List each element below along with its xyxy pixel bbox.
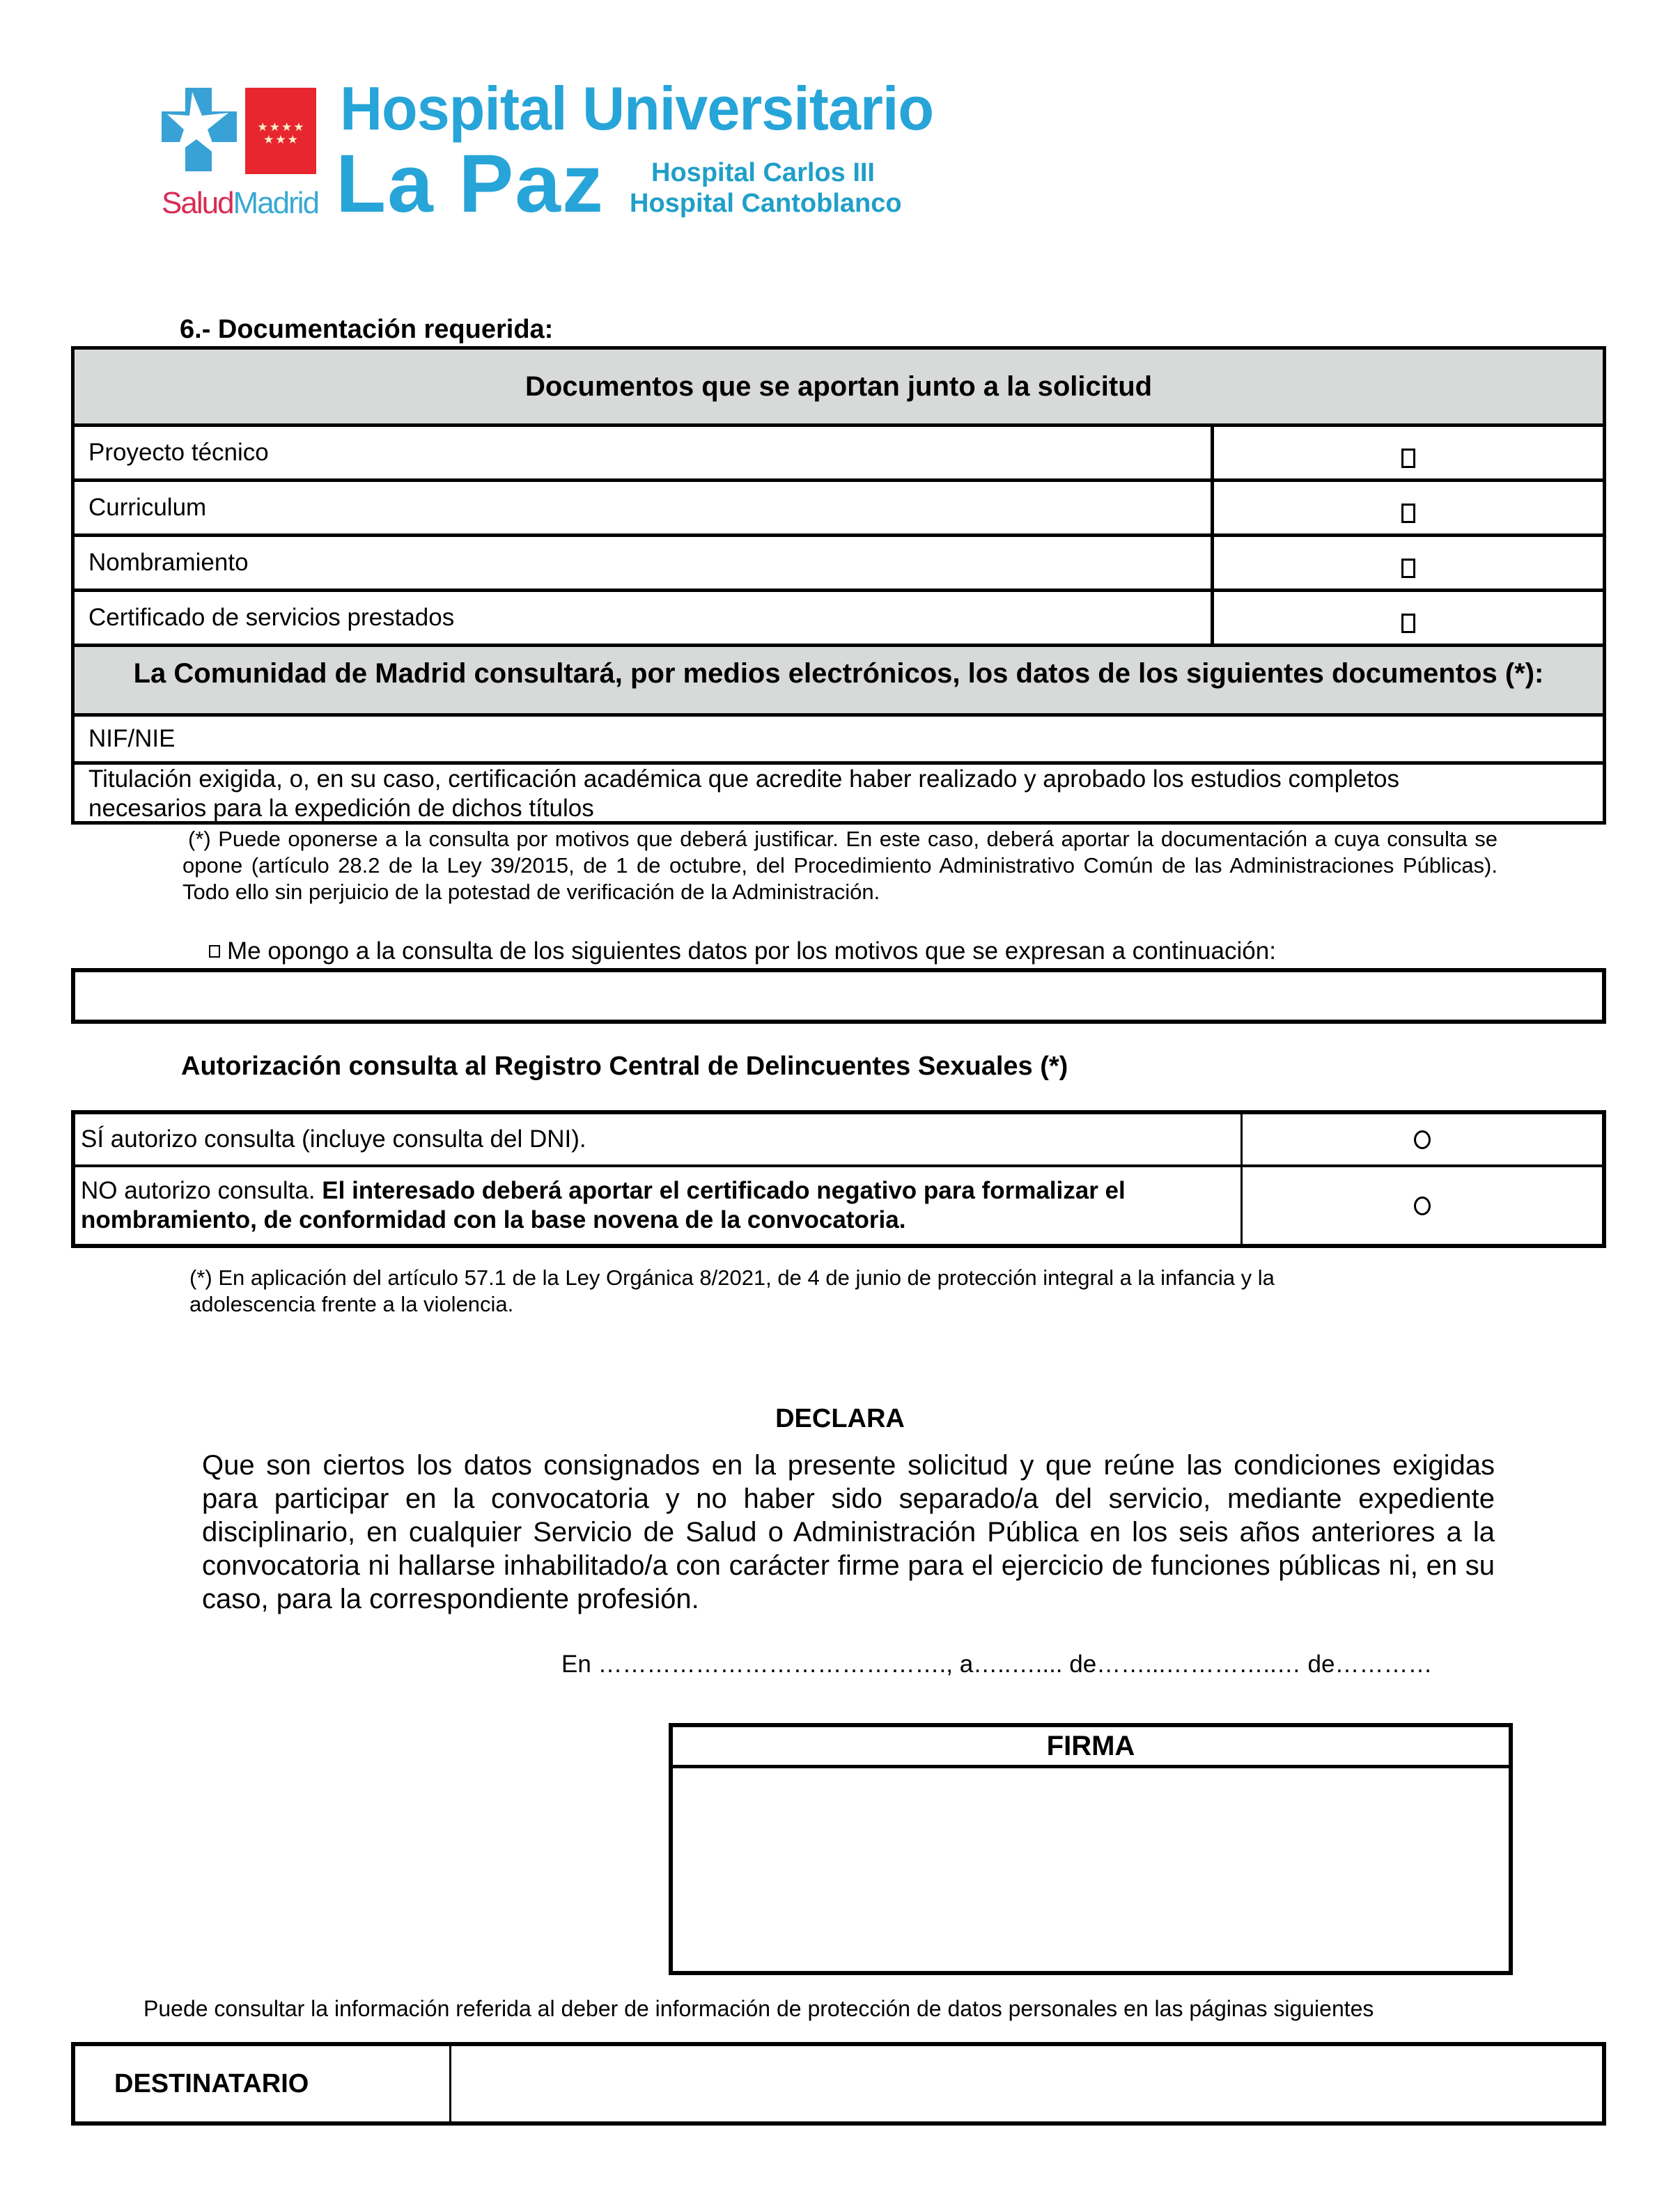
- oppose-option: [209, 937, 1276, 965]
- oppose-checkbox[interactable]: [209, 945, 220, 958]
- recipient-label: DESTINATARIO: [75, 2046, 451, 2121]
- declaration-body: Que son ciertos los datos consignados en la presente solicitud y que reúne las condiciones exigidas para participar en la convocatoria y no haber sido separado/a del servicio, mediante expediente disciplinario, en cualquier Servicio de Salud o Administración Pública en los seis años anteriores a la convocatoria ni hallarse inhabilitado/a con carácter firme para el ejercicio de funciones públicas ni, en su caso, para la correspondiente profesión.: [202, 1450, 1495, 1614]
- saludmadrid-wordmark: SaludMadrid: [162, 186, 319, 220]
- consult-row: Titulación exigida, o, en su caso, certificación académica que acredite haber realizado y aprobado los estudios completos necesarios para la expedición de dichos títulos: [75, 761, 1603, 821]
- checkbox-certificado-servicios[interactable]: [1401, 614, 1415, 633]
- consult-table-header: La Comunidad de Madrid consultará, por medios electrónicos, los datos de los siguientes documentos (*):: [75, 644, 1603, 713]
- signature-box: [669, 1723, 1513, 1975]
- comunidad-madrid-flag: [245, 88, 316, 174]
- affiliate-carlos-iii: Hospital Carlos III: [651, 158, 875, 187]
- radio-authorize-yes[interactable]: [1414, 1130, 1431, 1149]
- place-date-line[interactable]: En ……………………………………., a…..….... de……...…………..… de…………: [561, 1651, 1433, 1678]
- hospital-title: Hospital Universitario: [340, 74, 934, 143]
- authorization-footnote: (*) En aplicación del artículo 57.1 de la Ley Orgánica 8/2021, de 4 de junio de protección integral a la infancia y la adolescencia frente a la violencia.: [189, 1265, 1275, 1316]
- signature-title: FIRMA: [673, 1727, 1509, 1768]
- affiliate-cantoblanco: Hospital Cantoblanco: [630, 189, 902, 218]
- oppose-label: Me opongo a la consulta de los siguientes datos por los motivos que se expresan a continuación:: [227, 937, 1276, 965]
- oppose-reasons-field[interactable]: [71, 968, 1606, 1024]
- documents-table: [71, 346, 1606, 825]
- checkbox-proyecto-tecnico[interactable]: [1401, 449, 1415, 468]
- health-cross-star-icon: [162, 88, 237, 171]
- affiliated-hospitals: [630, 157, 902, 219]
- authorization-option-yes: SÍ autorizo consulta (incluye consulta del DNI).: [75, 1114, 1602, 1164]
- documents-table-header: Documentos que se aportan junto a la solicitud: [75, 350, 1603, 423]
- flag-stars-icon: ★★★★ ★★★: [257, 120, 306, 146]
- document-row: Proyecto técnico: [75, 423, 1603, 478]
- document-row: Curriculum: [75, 478, 1603, 533]
- authorization-option-no: NO autorizo consulta. El interesado deberá aportar el certificado negativo para formalizar el nombramiento, de conformidad con la base novena de la convocatoria.: [75, 1164, 1602, 1244]
- consult-row: NIF/NIE: [75, 713, 1603, 761]
- checkbox-curriculum[interactable]: [1401, 504, 1415, 523]
- signature-field[interactable]: [673, 1768, 1509, 1970]
- recipient-box: [71, 2042, 1606, 2126]
- saludmadrid-logo: [162, 84, 319, 223]
- consult-footnote: (*) Puede oponerse a la consulta por motivos que deberá justificar. En este caso, deberá aportar la documentación a cuya consulta se opone (artículo 28.2 de la Ley 39/2015, de 1 de octubre, del Procedimiento Administrativo Común de las Administraciones Públicas). Todo ello sin perjuicio de la potestad de verificación de la Administración.: [182, 827, 1498, 904]
- declaration-title: DECLARA: [775, 1404, 905, 1433]
- document-row: Certificado de servicios prestados: [75, 589, 1603, 644]
- radio-authorize-no[interactable]: [1414, 1197, 1431, 1215]
- recipient-field[interactable]: [451, 2046, 1602, 2121]
- checkbox-nombramiento[interactable]: [1401, 559, 1415, 578]
- section-title-authorization: Autorización consulta al Registro Central de Delincuentes Sexuales (*): [181, 1052, 1068, 1081]
- authorization-table: [71, 1110, 1606, 1248]
- hospital-name: La Paz: [336, 138, 605, 230]
- privacy-note: Puede consultar la información referida al deber de información de protección de datos personales en las páginas siguientes: [143, 1996, 1374, 2021]
- section-title-documentation: 6.- Documentación requerida:: [180, 315, 554, 344]
- document-row: Nombramiento: [75, 533, 1603, 589]
